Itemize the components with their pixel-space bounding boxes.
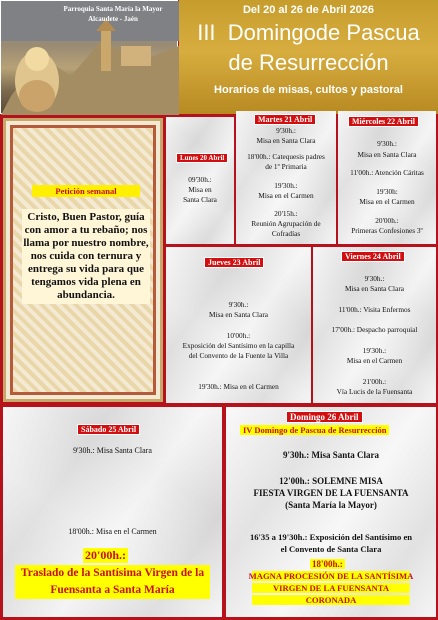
- wednesday-line: Misa en Santa Clara: [357, 150, 417, 159]
- day-card-monday: [166, 117, 234, 244]
- town-name: Alcaudete - Jaén: [88, 15, 138, 23]
- sunday-highlight-line: VIRGEN DE LA FUENSANTA: [230, 583, 432, 593]
- tuesday-line: de 1º Primaria: [265, 162, 307, 171]
- sunday-line: 9'30h.: Misa Santa Clara: [282, 450, 379, 460]
- petition-label: Petición semanal: [32, 185, 140, 197]
- wednesday-line: 9'30h.:: [377, 139, 397, 148]
- friday-line: Vía Lucis de la Fuensanta: [336, 387, 413, 396]
- sunday-highlight-time: 18'00h.:: [312, 559, 343, 569]
- header-subtitle: Horarios de misas, cultos y pastoral: [214, 84, 403, 96]
- thursday-line: 9'30h.:: [228, 300, 249, 309]
- day-label-sunday: Domingo 26 Abril: [286, 411, 363, 423]
- tuesday-line: 20'15h.:: [274, 209, 298, 218]
- tuesday-line: 18'00h.: Catequesis padres: [247, 152, 325, 161]
- thursday-line: 10'00h.:: [226, 331, 251, 340]
- day-label-wednesday: Miércoles 22 Abril: [348, 116, 419, 127]
- tuesday-line: 19'30h.:: [274, 181, 298, 190]
- day-label-saturday: Sábado 25 Abril: [77, 424, 140, 435]
- day-card-sunday: [226, 407, 436, 617]
- saturday-line: 9'30h.: Misa Santa Clara: [73, 446, 152, 455]
- friday-line: 17'00h.: Despacho parroquial: [331, 325, 418, 334]
- sunday-line: FIESTA VIRGEN DE LA FUENSANTA: [253, 488, 409, 498]
- tuesday-line: Misa en Santa Clara: [256, 136, 316, 145]
- tuesday-line: Reunión Agrupación de: [251, 219, 321, 228]
- saturday-line: 18'00h.: Misa en el Carmen: [68, 527, 157, 536]
- wednesday-line: 11'00h.: Atención Cáritas: [350, 168, 424, 177]
- wednesday-line: Primeras Confesiones 3º: [351, 226, 423, 235]
- friday-line: 19'30h.:: [362, 346, 387, 355]
- tuesday-line: Cofradías: [271, 229, 301, 238]
- day-card-wednesday: [338, 111, 436, 244]
- sunday-line: (Santa María la Mayor): [285, 500, 377, 510]
- thursday-line: Misa en Santa Clara: [209, 310, 268, 319]
- sunday-subtitle: IV Domingo de Pascua de Resurrección: [240, 425, 389, 435]
- parish-name: Parroquia Santa María la Mayor: [63, 5, 163, 13]
- friday-line: 21'00h.:: [362, 377, 387, 386]
- monday-line: 09'30h.:: [188, 175, 212, 184]
- sunday-line: el Convento de Santa Clara: [280, 544, 382, 554]
- tuesday-line: 9'30h.:: [276, 126, 296, 135]
- monday-line: Misa en: [188, 185, 212, 194]
- day-card-thursday: [166, 247, 311, 403]
- friday-line: 9'30h.:: [364, 274, 385, 283]
- title-line-1: III Domingode Pascua: [197, 20, 420, 45]
- friday-line: 11'00h.: Visita Enfermos: [338, 305, 411, 314]
- day-label-friday: Viernes 24 Abril: [341, 251, 405, 262]
- saturday-highlight-time: 20'00h.:: [85, 548, 127, 562]
- sunday-line: 12'00h.: SOLEMNE MISA: [279, 476, 383, 486]
- day-card-tuesday: [236, 111, 336, 244]
- day-label-tuesday: Martes 21 Abril: [254, 114, 316, 125]
- sunday-line: 16'35 a 19'30h.: Exposición del Santísimo en: [249, 532, 413, 542]
- sunday-highlight-line: CORONADA: [230, 595, 432, 605]
- thursday-line: Exposición del Santísimo en la capilla: [182, 341, 295, 350]
- wednesday-line: 20'00h.:: [375, 216, 399, 225]
- sunday-highlight-line: MAGNA PROCESIÓN DE LA SANTÍSIMA: [230, 571, 432, 581]
- week-dates: Del 20 al 26 de Abril 2026: [242, 4, 375, 16]
- day-card-friday: [313, 247, 436, 403]
- friday-line: Misa en Santa Clara: [345, 284, 404, 293]
- day-label-monday: Lunes 20 Abril: [176, 153, 228, 163]
- petition-text: Cristo, Buen Pastor, guía con amor a tu rebaño; nos llama por nuestro nombre, nos cuida con ternura y entrega su vida para que tengamos vida plena en abundancia.: [22, 209, 150, 304]
- day-label-thursday: Jueves 23 Abril: [204, 257, 264, 268]
- wednesday-line: Misa en el Carmen: [359, 197, 415, 206]
- monday-line: Santa Clara: [183, 195, 217, 204]
- header-banner: [179, 0, 438, 114]
- title-line-2: de Resurrección: [228, 50, 389, 75]
- saturday-highlight-text: Traslado de la Santísima Virgen de la Fuensanta a Santa María: [15, 565, 210, 599]
- tuesday-line: Misa en el Carmen: [258, 191, 314, 200]
- friday-line: Misa en el Carmen: [346, 356, 403, 365]
- header-photo: [0, 0, 178, 114]
- day-card-saturday: [3, 407, 222, 617]
- petition-card: [3, 118, 163, 402]
- wednesday-line: 19'30h:: [376, 187, 398, 196]
- thursday-line: del Convento de la Fuente la Villa: [188, 351, 289, 360]
- thursday-line: 19'30h.: Misa en el Carmen: [198, 382, 279, 391]
